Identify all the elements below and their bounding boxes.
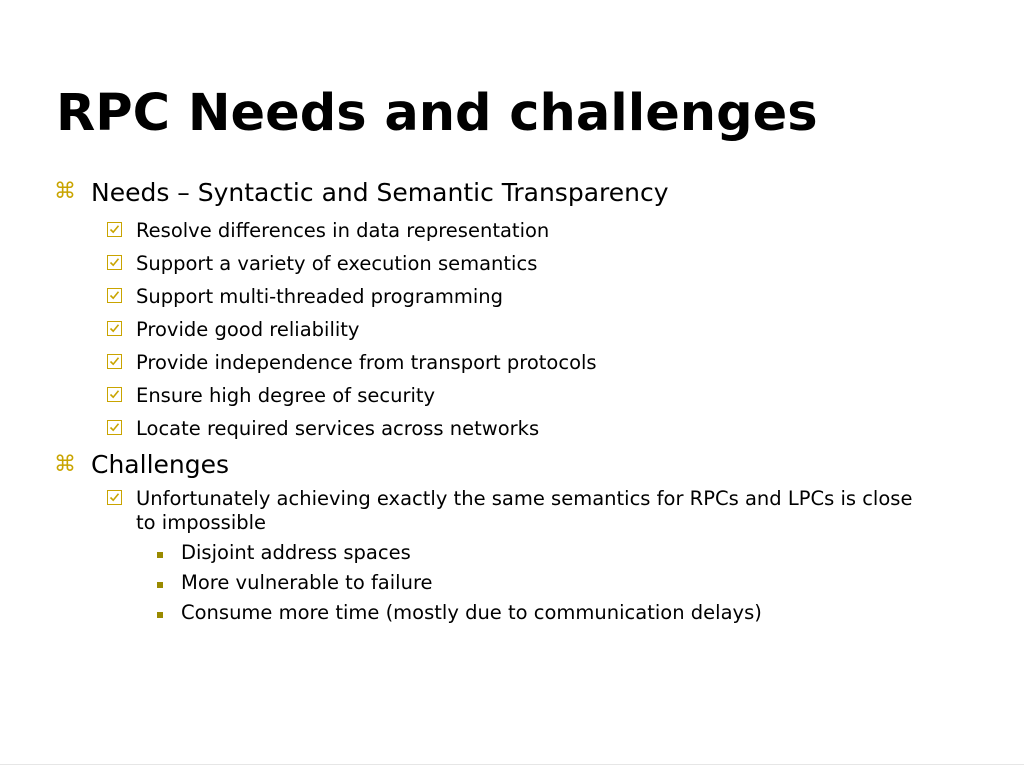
slide-title: RPC Needs and challenges xyxy=(56,84,818,143)
command-key-icon: ⌘ xyxy=(54,179,76,204)
challenges-subitem: More vulnerable to failure xyxy=(181,571,433,594)
checkbox-check-icon xyxy=(107,354,122,369)
challenges-subitem: Disjoint address spaces xyxy=(181,541,411,564)
checkbox-check-icon xyxy=(107,420,122,435)
challenges-item-line2: to impossible xyxy=(136,511,267,534)
needs-item: Locate required services across networks xyxy=(136,417,540,440)
needs-item: Provide independence from transport protocols xyxy=(136,351,597,374)
needs-item: Provide good reliability xyxy=(136,318,360,341)
needs-item: Support multi-threaded programming xyxy=(136,285,504,308)
section-challenges-label: Challenges xyxy=(91,450,230,479)
checkbox-check-icon xyxy=(107,387,122,402)
checkbox-check-icon xyxy=(107,222,122,237)
square-bullet-icon xyxy=(157,552,163,558)
footer-divider xyxy=(0,764,1024,765)
needs-item: Support a variety of execution semantics xyxy=(136,252,538,275)
square-bullet-icon xyxy=(157,582,163,588)
checkbox-check-icon xyxy=(107,321,122,336)
challenges-subitem: Consume more time (mostly due to communication delays) xyxy=(181,601,762,624)
checkbox-check-icon xyxy=(107,255,122,270)
checkbox-check-icon xyxy=(107,490,122,505)
challenges-item-line1: Unfortunately achieving exactly the same semantics for RPCs and LPCs is close xyxy=(136,487,913,510)
command-key-icon: ⌘ xyxy=(54,452,76,477)
needs-item: Ensure high degree of security xyxy=(136,384,436,407)
needs-item: Resolve differences in data representation xyxy=(136,219,550,242)
section-needs-label: Needs – Syntactic and Semantic Transparency xyxy=(91,178,669,207)
square-bullet-icon xyxy=(157,612,163,618)
checkbox-check-icon xyxy=(107,288,122,303)
